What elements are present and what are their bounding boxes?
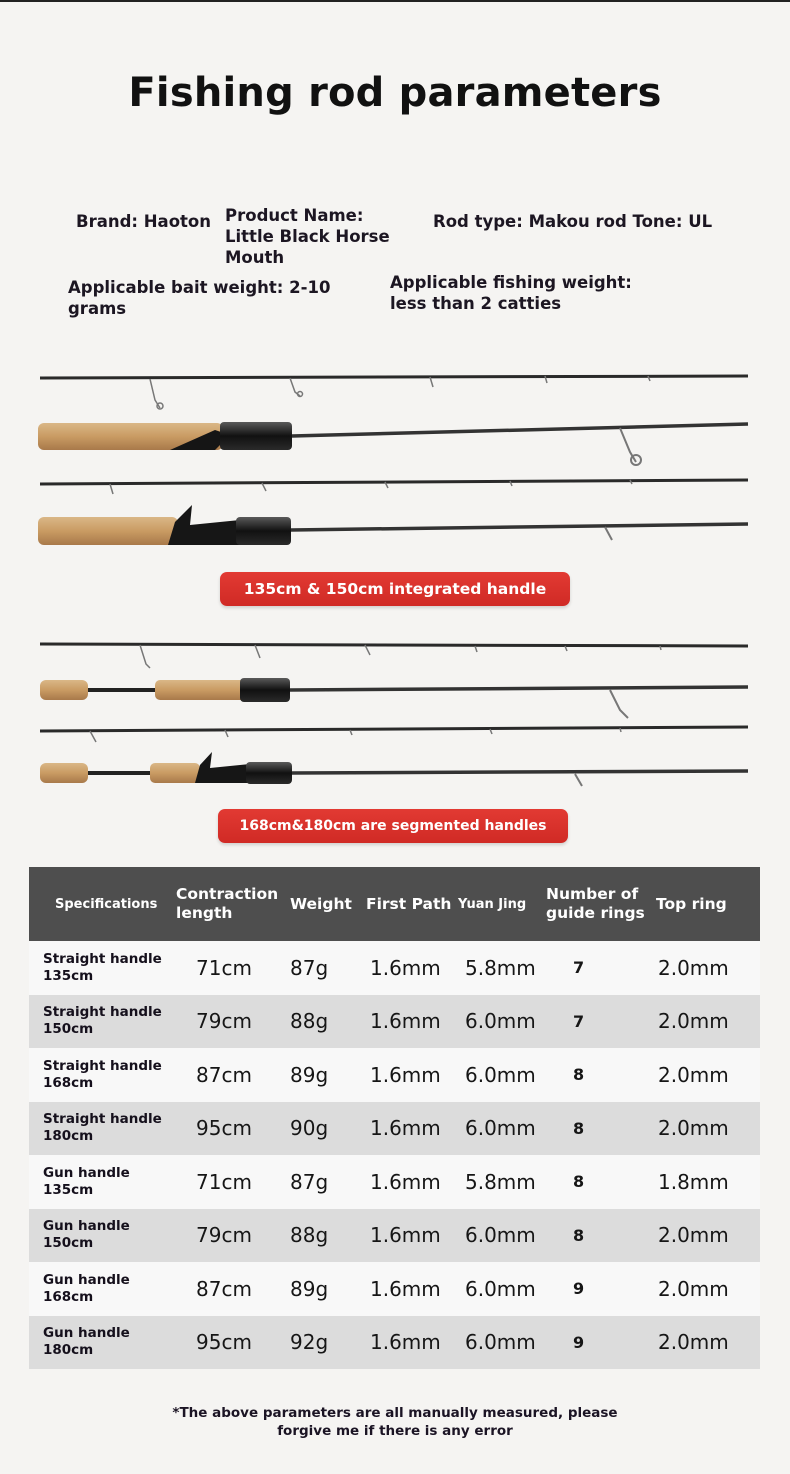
row-top-ring: 2.0mm bbox=[652, 1048, 760, 1102]
row-top-ring: 2.0mm bbox=[652, 1316, 760, 1370]
row-first-path: 1.6mm bbox=[362, 1209, 454, 1263]
row-guide-rings: 7 bbox=[542, 995, 652, 1049]
spec-product-name: Product Name: Little Black Horse Mouth bbox=[225, 206, 390, 267]
row-spec-name: Straight handle 135cm bbox=[29, 941, 172, 995]
segmented-casting-rod-butt bbox=[40, 752, 748, 786]
segmented-handle-label: 168cm&180cm are segmented handles bbox=[218, 809, 568, 843]
row-guide-rings: 9 bbox=[542, 1262, 652, 1316]
row-spec-name: Straight handle 150cm bbox=[29, 995, 172, 1049]
header-guide-rings: Number of guide rings bbox=[542, 867, 652, 941]
spec-rod-type: Rod type: Makou rod Tone: UL bbox=[433, 212, 713, 231]
row-length: 71cm bbox=[172, 941, 286, 995]
table-row bbox=[29, 1262, 760, 1316]
row-weight: 89g bbox=[286, 1048, 362, 1102]
table-row bbox=[29, 1209, 760, 1263]
casting-rod-butt bbox=[38, 505, 748, 545]
table-row bbox=[29, 995, 760, 1049]
row-top-ring: 2.0mm bbox=[652, 1209, 760, 1263]
row-length: 95cm bbox=[172, 1316, 286, 1370]
header-contraction-length: Contraction length bbox=[172, 867, 286, 941]
row-yuan-jing: 6.0mm bbox=[454, 1048, 542, 1102]
row-guide-rings: 7 bbox=[542, 941, 652, 995]
row-guide-rings: 8 bbox=[542, 1155, 652, 1209]
table-row bbox=[29, 1316, 760, 1370]
row-weight: 88g bbox=[286, 995, 362, 1049]
row-yuan-jing: 6.0mm bbox=[454, 1209, 542, 1263]
segmented-rods-image bbox=[0, 630, 790, 800]
segmented-spinning-rod-butt bbox=[40, 678, 748, 718]
row-length: 95cm bbox=[172, 1102, 286, 1156]
row-weight: 89g bbox=[286, 1262, 362, 1316]
row-yuan-jing: 6.0mm bbox=[454, 1316, 542, 1370]
spinning-rod-butt bbox=[38, 422, 748, 465]
footnote: *The above parameters are all manually measured, please forgive me if there is any error bbox=[172, 1405, 618, 1439]
row-guide-rings: 8 bbox=[542, 1102, 652, 1156]
header-first-path: First Path bbox=[362, 867, 454, 941]
header-specifications: Specifications bbox=[29, 867, 172, 941]
integrated-handle-label: 135cm & 150cm integrated handle bbox=[220, 572, 570, 606]
row-first-path: 1.6mm bbox=[362, 1048, 454, 1102]
row-spec-name: Gun handle 150cm bbox=[29, 1209, 172, 1263]
row-first-path: 1.6mm bbox=[362, 1102, 454, 1156]
row-guide-rings: 8 bbox=[542, 1209, 652, 1263]
row-guide-rings: 9 bbox=[542, 1316, 652, 1370]
row-weight: 87g bbox=[286, 941, 362, 995]
row-weight: 90g bbox=[286, 1102, 362, 1156]
row-yuan-jing: 5.8mm bbox=[454, 1155, 542, 1209]
row-spec-name: Straight handle 168cm bbox=[29, 1048, 172, 1102]
row-first-path: 1.6mm bbox=[362, 1155, 454, 1209]
row-weight: 92g bbox=[286, 1316, 362, 1370]
top-border bbox=[0, 0, 790, 2]
integrated-rods-image bbox=[0, 360, 790, 560]
row-yuan-jing: 6.0mm bbox=[454, 1102, 542, 1156]
header-weight: Weight bbox=[286, 867, 362, 941]
spec-brand: Brand: Haoton bbox=[76, 212, 211, 231]
row-top-ring: 2.0mm bbox=[652, 995, 760, 1049]
row-first-path: 1.6mm bbox=[362, 995, 454, 1049]
table-header-row bbox=[29, 867, 760, 941]
spec-bait-weight: Applicable bait weight: 2-10 grams bbox=[68, 278, 331, 318]
table-row bbox=[29, 1102, 760, 1156]
row-yuan-jing: 6.0mm bbox=[454, 995, 542, 1049]
row-weight: 88g bbox=[286, 1209, 362, 1263]
segmented-casting-rod-tip bbox=[40, 727, 748, 742]
row-spec-name: Gun handle 135cm bbox=[29, 1155, 172, 1209]
row-guide-rings: 8 bbox=[542, 1048, 652, 1102]
row-yuan-jing: 5.8mm bbox=[454, 941, 542, 995]
table-row bbox=[29, 1155, 760, 1209]
table-row bbox=[29, 1048, 760, 1102]
row-top-ring: 1.8mm bbox=[652, 1155, 760, 1209]
table-row bbox=[29, 941, 760, 995]
row-length: 87cm bbox=[172, 1048, 286, 1102]
spinning-rod-tip bbox=[40, 376, 748, 409]
segmented-spinning-rod-tip bbox=[40, 644, 748, 668]
row-first-path: 1.6mm bbox=[362, 1316, 454, 1370]
row-spec-name: Straight handle 180cm bbox=[29, 1102, 172, 1156]
spec-fishing-weight: Applicable fishing weight: less than 2 catties bbox=[390, 273, 632, 313]
header-top-ring: Top ring bbox=[652, 867, 760, 941]
row-yuan-jing: 6.0mm bbox=[454, 1262, 542, 1316]
row-top-ring: 2.0mm bbox=[652, 1262, 760, 1316]
row-top-ring: 2.0mm bbox=[652, 941, 760, 995]
row-weight: 87g bbox=[286, 1155, 362, 1209]
page-title: Fishing rod parameters bbox=[128, 70, 662, 116]
row-length: 71cm bbox=[172, 1155, 286, 1209]
row-spec-name: Gun handle 168cm bbox=[29, 1262, 172, 1316]
casting-rod-tip bbox=[40, 480, 748, 494]
row-length: 87cm bbox=[172, 1262, 286, 1316]
row-length: 79cm bbox=[172, 995, 286, 1049]
parameters-table bbox=[29, 867, 760, 1369]
row-length: 79cm bbox=[172, 1209, 286, 1263]
row-top-ring: 2.0mm bbox=[652, 1102, 760, 1156]
row-spec-name: Gun handle 180cm bbox=[29, 1316, 172, 1370]
row-first-path: 1.6mm bbox=[362, 941, 454, 995]
row-first-path: 1.6mm bbox=[362, 1262, 454, 1316]
header-yuan-jing: Yuan Jing bbox=[454, 867, 542, 941]
